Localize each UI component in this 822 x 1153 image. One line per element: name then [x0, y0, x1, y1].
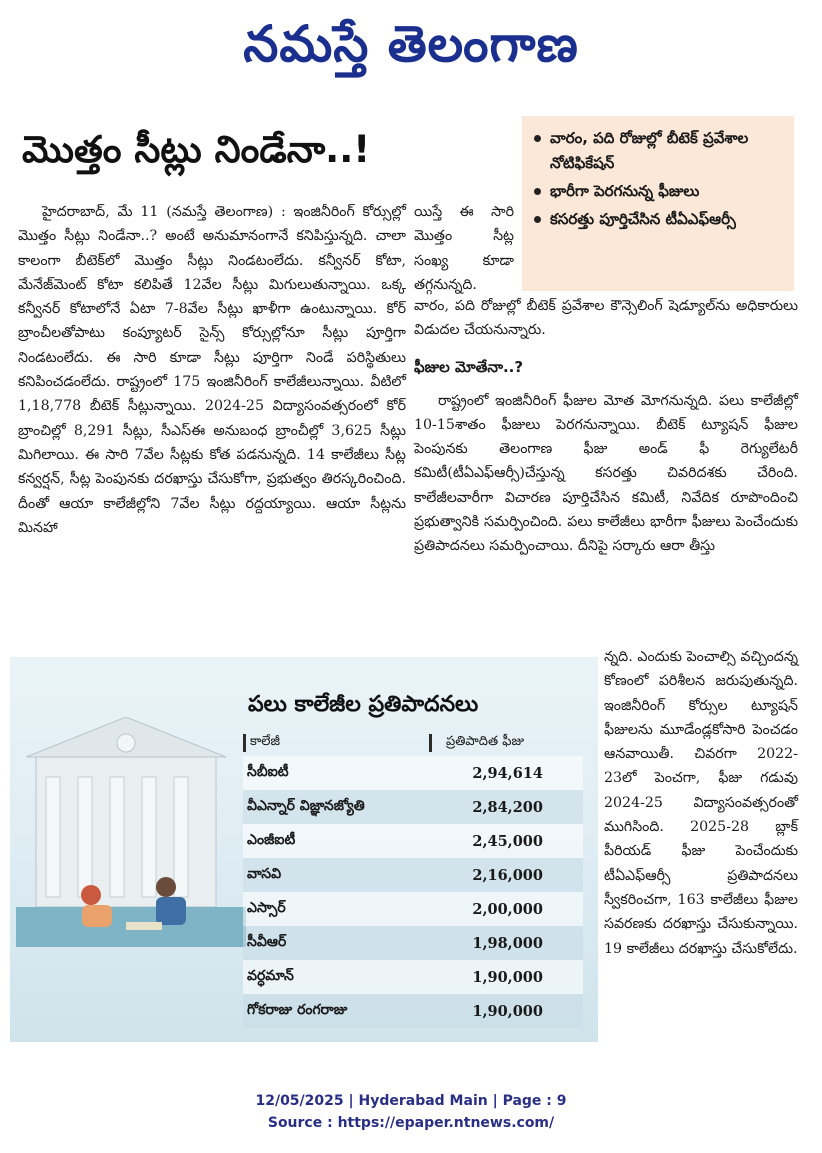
college-name: ఎస్సార్	[247, 899, 286, 916]
table-row	[243, 926, 583, 960]
article-column-right	[414, 294, 798, 559]
column-header-fee: ప్రతిపాదిత ఫీజు	[429, 734, 583, 752]
college-fee: 2,16,000	[472, 866, 543, 884]
college-fee: 1,90,000	[472, 1002, 543, 1020]
college-name: గోకరాజు రంగరాజు	[247, 1001, 348, 1018]
college-name: వీఎన్నార్ విజ్ఞానజ్యోతి	[247, 797, 365, 814]
highlight-item: భారీగా పెరగనున్న ఫీజులు	[534, 179, 784, 204]
college-name: సీవీఆర్	[247, 933, 287, 950]
college-fee: 2,00,000	[472, 900, 543, 918]
column-header-college: కాలేజీ	[243, 734, 429, 752]
college-fee: 1,98,000	[472, 934, 543, 952]
college-name: ఎంజీఐటీ	[247, 831, 296, 848]
college-name: వాసవి	[247, 865, 282, 882]
college-fee: 2,94,614	[472, 764, 543, 782]
page-footer	[0, 1090, 822, 1134]
table-row	[243, 858, 583, 892]
table-header-row	[243, 730, 583, 756]
article-subhead: ఫీజుల మోతేనా..?	[414, 357, 524, 376]
table-row	[243, 756, 583, 790]
table-row	[243, 994, 583, 1028]
article-column-mid: యిస్తే ఈ సారి మొత్తం సీట్ల సంఖ్య కూడా తగ్గనున్నది.	[414, 204, 514, 293]
article-column-left: హైదరాబాద్, మే 11 (నమస్తే తెలంగాణ) : ఇంజినీరింగ్ కోర్సుల్లో మొత్తం సీట్లు నిండేనా..? అంటే అనుమానంగానే కనిపిస్తున్నది. చాలా కాలంగా బీటెక్‌లో మొత్తం సీట్లు నిండటంలేదు. కన్వీనర్ కోటా, మేనేజ్‌మెంట్ కోటా కలిపితే 12వేల సీట్లు మిగులుతున్నాయి. ఒక్క కన్వీనర్ కోటాలోనే ఏటా 7-8వేల సీట్లు ఖాళీగా ఉంటున్నాయి. కోర్ బ్రాంచీలతోపాటు కంప్యూటర్ సైన్స్ కోర్సుల్లోనూ సీట్లు పూర్తిగా నిండటంలేదు. ఈ సారి కూడా సీట్లు పూర్తిగా నిండే పరిస్థితులు కనిపించడంలేదు. రాష్ట్రంలో 175 ఇంజినీరింగ్ కాలేజీలున్నాయి. వీటిలో 1,18,778 బీటెక్ సీట్లున్నాయి. 2024-25 విద్యాసంవత్సరంలో కోర్ బ్రాంచిల్లో 8,291 సీట్లు, సీఎస్ఈ అనుబంధ బ్రాంచీల్లో 3,625 సీట్లు మిగిలాయి. ఈ సారి 7వేల సీట్లకు కోత పడనున్నది. 14 కాలేజీలు సీట్ల కన్వర్షన్, సీట్ల పెంపునకు దరఖాస్తు చేసుకోగా, ప్రభుత్వం తిరస్కరించింది. దీంతో ఆయా కాలేజీల్లోని 7వేల సీట్లు రద్దయ్యాయి. ఆయా సీట్లను మినహా	[18, 204, 406, 536]
highlight-item: కసరత్తు పూర్తిచేసిన టీఏఎఫ్ఆర్సీ	[534, 207, 784, 232]
fee-table	[243, 730, 583, 1028]
table-row	[243, 960, 583, 994]
table-row	[243, 790, 583, 824]
college-fee: 2,84,200	[472, 798, 543, 816]
article-column-narrow: న్నది. ఎందుకు పెంచాల్సి వచ్చిందన్న కోణంలో పరిశీలన జరుపుతున్నది. ఇంజినీరింగ్ కోర్సుల ట్యూషన్ ఫీజులను మూడేండ్లకోసారి పెంచడం ఆనవాయితీ. చివరగా 2022-23లో పెంచగా, ఫీజు గడువు 2024-25 విద్యాసంవత్సరంతో ముగిసింది. 2025-28 బ్లాక్ పీరియడ్ ఫీజు పెంచేందుకు టీఏఎఫ్ఆర్సీ ప్రతిపాదనలు స్వీకరించగా, 163 కాలేజీలు ఫీజుల సవరణకు దరఖాస్తు చేసుకున్నాయి. 19 కాలేజీలు దరఖాస్తు చేసుకోలేదు.	[604, 649, 798, 957]
highlights-list	[534, 126, 784, 232]
highlight-item: వారం, పది రోజుల్లో బీటెక్ ప్రవేశాల నోటిఫికేషన్	[534, 126, 784, 176]
table-row	[243, 892, 583, 926]
highlights-box	[522, 116, 794, 291]
college-name: సీబీఐటీ	[247, 763, 289, 780]
college-fee: 2,45,000	[472, 832, 543, 850]
table-row	[243, 824, 583, 858]
fee-proposals-graphic	[10, 657, 598, 1042]
college-name: వర్ధమాన్	[247, 967, 294, 984]
footer-source-link[interactable]: Source : https://epaper.ntnews.com/	[267, 1115, 555, 1131]
fee-table-title: పలు కాలేజీల ప్రతిపాదనలు	[248, 692, 479, 717]
college-fee: 1,90,000	[472, 968, 543, 986]
footer-date-edition: 12/05/2025 | Hyderabad Main | Page : 9	[255, 1093, 567, 1109]
college-building-illustration	[16, 717, 246, 947]
article-paragraph: వారం, పది రోజుల్లో బీటెక్ ప్రవేశాల కౌన్సెలింగ్ షెడ్యూల్‌ను అధికారులు విడుదల చేయనున్నారు.	[414, 298, 798, 339]
article-paragraph: రాష్ట్రంలో ఇంజినీరింగ్ ఫీజుల మోత మోగనున్నది. పలు కాలేజీల్లో 10-15శాతం ఫీజులు పెరగనున్నాయి. బీటెక్ ట్యూషన్ ఫీజుల పెంపునకు తెలంగాణ ఫీజు అండ్ ఫీ రెగ్యులేటరీ కమిటీ(టీఏఎఫ్ఆర్సీ)చేస్తున్న కసరత్తు చివరిదశకు చేరింది. కాలేజీలవారీగా విచారణ పూర్తిచేసిన కమిటీ, నివేదిక రూపొందించి ప్రభుత్వానికి సమర్పించింది. పలు కాలేజీలు భారీగా ఫీజులు పెంచేందుకు ప్రతిపాదనలు సమర్పించాయి. దీనిపై సర్కారు ఆరా తీస్తు	[414, 392, 798, 555]
newspaper-masthead: నమస్తే తెలంగాణ	[243, 15, 579, 73]
article-headline: మొత్తం సీట్లు నిండేనా..!	[22, 128, 371, 171]
